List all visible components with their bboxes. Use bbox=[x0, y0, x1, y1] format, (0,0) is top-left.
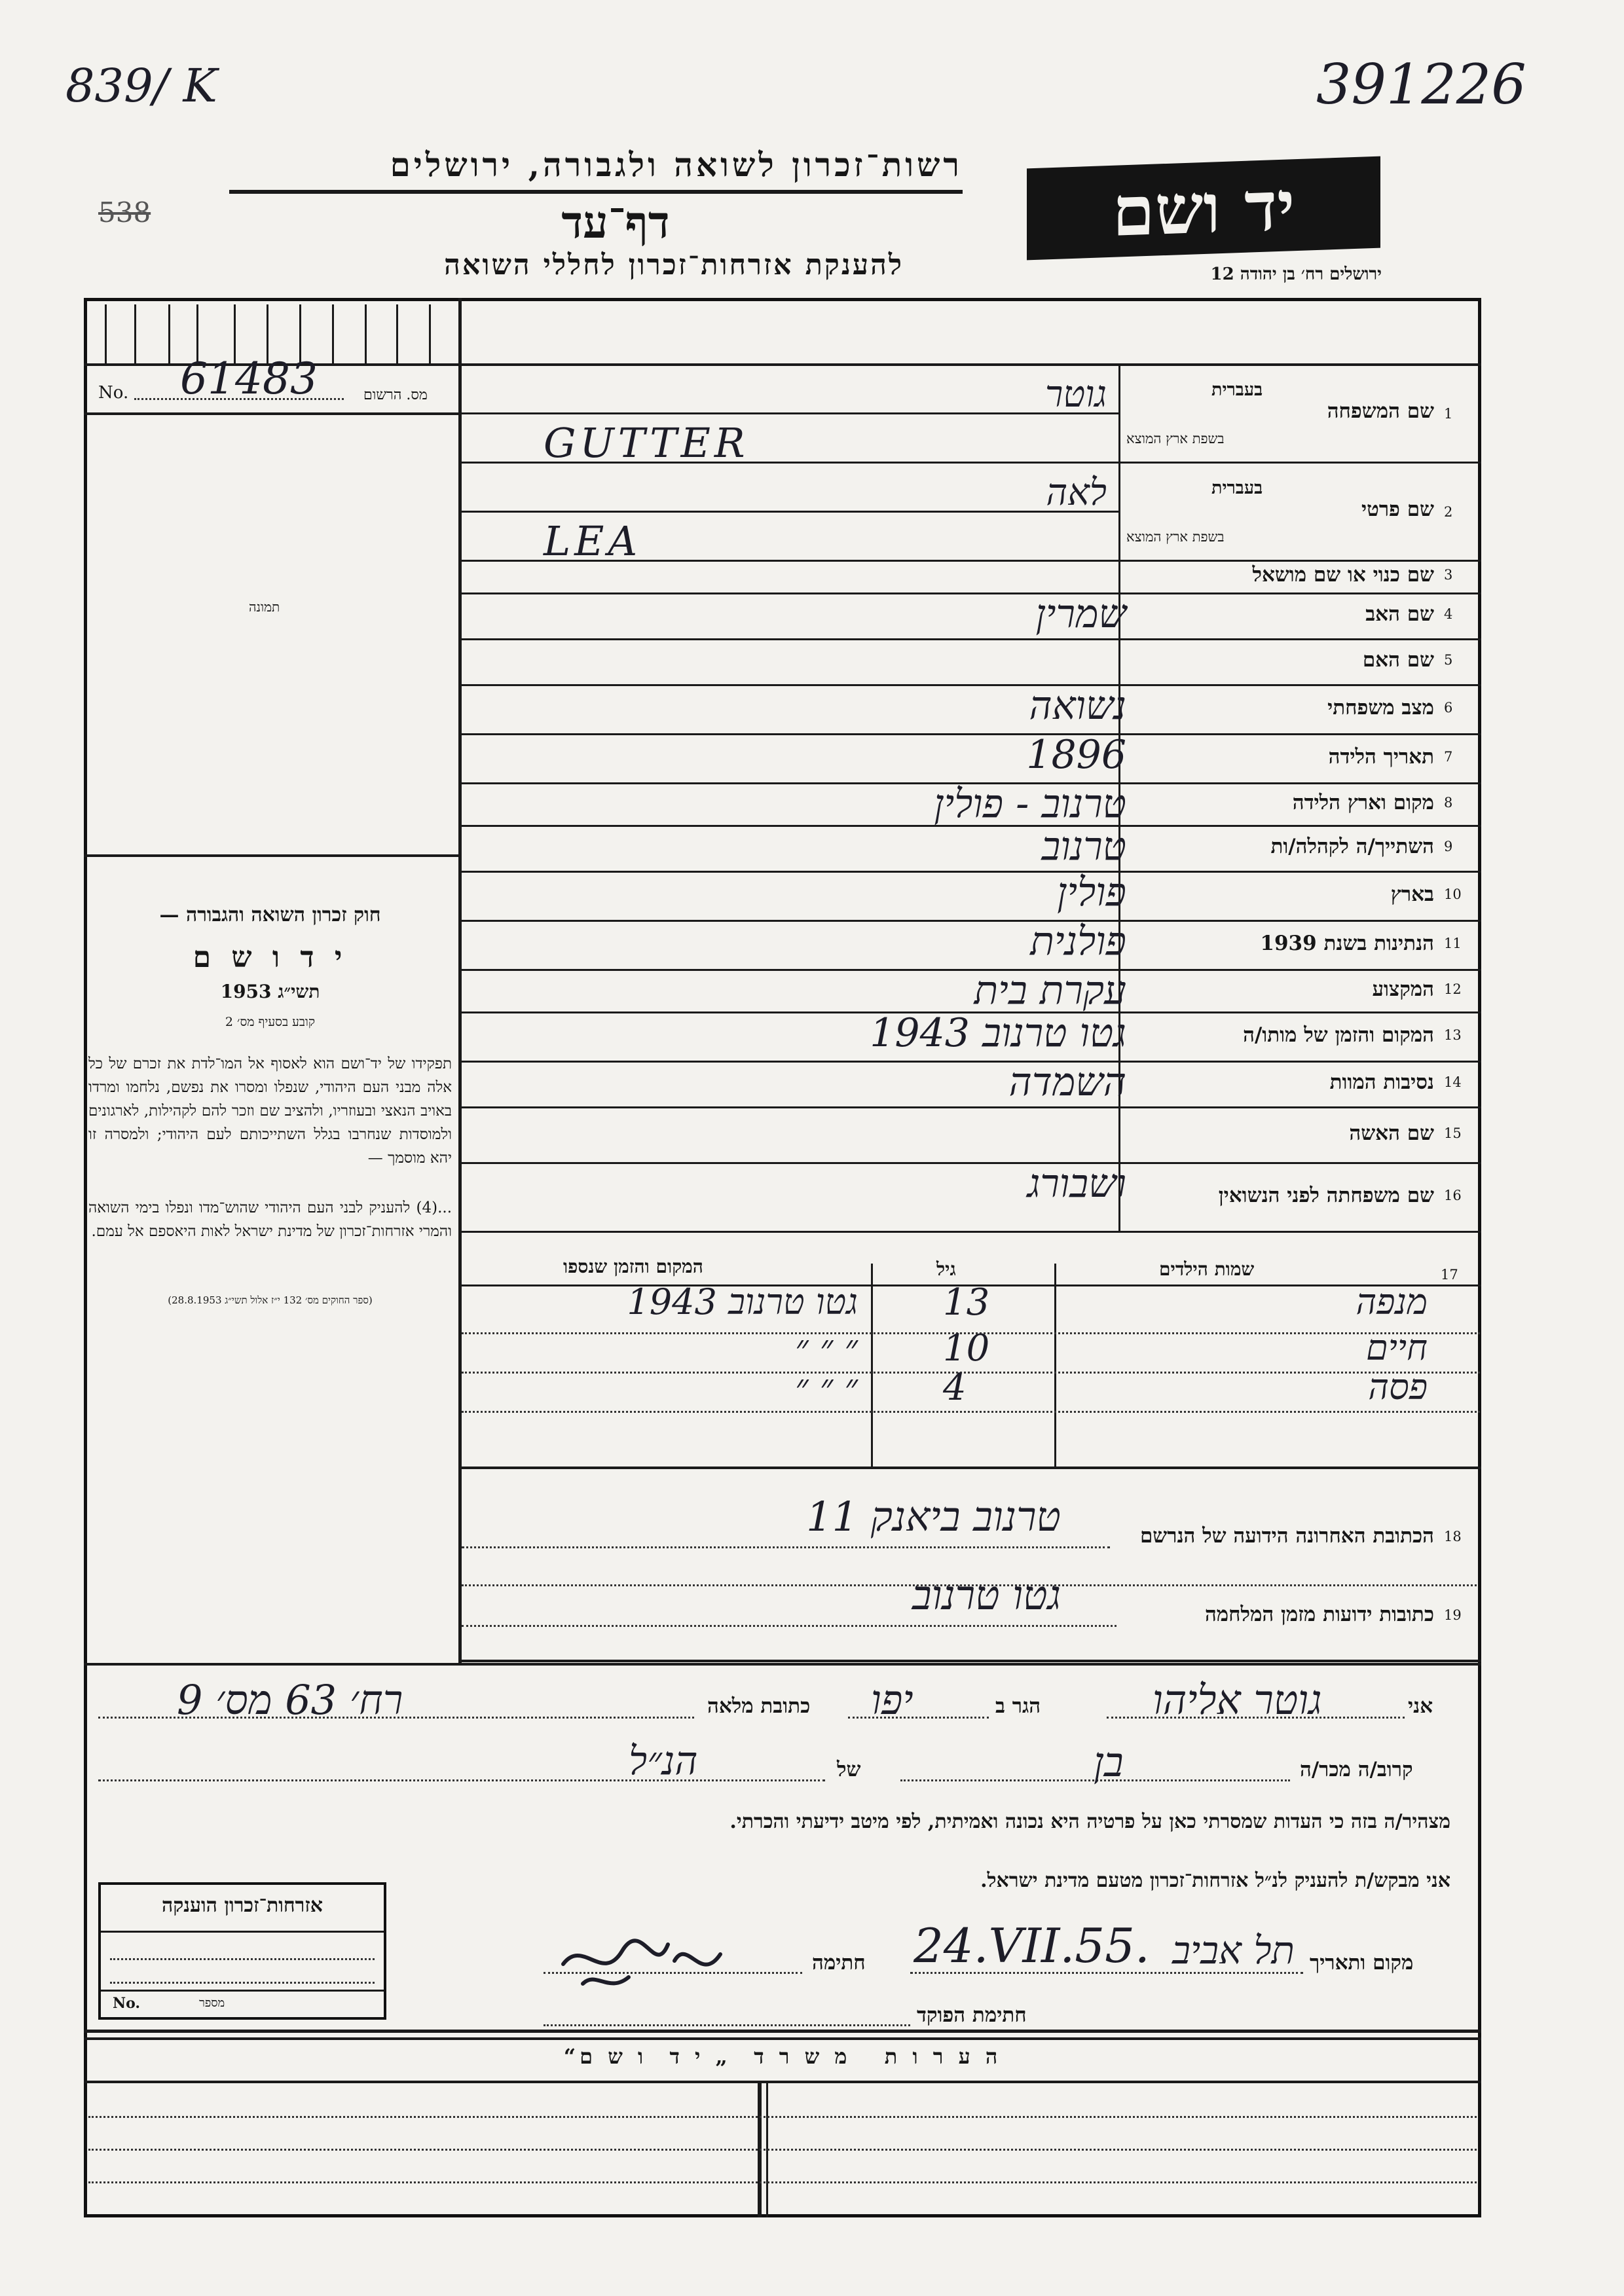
child-name: חיים bbox=[1366, 1327, 1428, 1368]
field-number: 10 bbox=[1444, 886, 1462, 902]
field-sub-origin: בשפת ארץ המוצא bbox=[1126, 431, 1225, 446]
grant-box-title-line bbox=[101, 1931, 384, 1933]
law-year: תשי״ג 1953 bbox=[220, 981, 320, 1002]
grant-box-title: אזרחות־זכרון הוענקה bbox=[161, 1894, 323, 1917]
children-col-names: שמות הילדים bbox=[1159, 1258, 1255, 1280]
field-row-line bbox=[458, 1106, 1481, 1108]
field-label: תאריך הלידה bbox=[1328, 745, 1434, 769]
address-label: הכתובת האחרונה הידועה של הנרשם bbox=[1139, 1524, 1434, 1548]
field-number: 6 bbox=[1444, 700, 1453, 716]
notes-top bbox=[84, 2030, 1481, 2033]
declarant-city-dots bbox=[848, 1717, 989, 1719]
registration-value: 61483 bbox=[180, 354, 318, 404]
address-bottom bbox=[458, 1660, 1481, 1662]
photo-area-label: תמונה bbox=[249, 599, 280, 615]
declarant-name: גוטר אליהו bbox=[1153, 1676, 1322, 1724]
record-number: 391226 bbox=[1316, 52, 1526, 117]
field-label: הנתינות בשנת 1939 bbox=[1260, 932, 1434, 955]
authority-underline bbox=[229, 190, 963, 194]
field-label: מצב משפחתי bbox=[1327, 696, 1434, 720]
declarant-relative-label: קרוב/ה מכר/ה bbox=[1300, 1758, 1413, 1781]
grant-box bbox=[98, 1882, 386, 2020]
field-number: 3 bbox=[1444, 567, 1453, 583]
tick-1 bbox=[105, 304, 107, 363]
notes-line-2 bbox=[88, 2149, 1477, 2151]
law-clause: קובע בסעיף מס׳ 2 bbox=[225, 1015, 316, 1029]
children-row-line bbox=[462, 1411, 1480, 1413]
field-value-origin: LEA bbox=[544, 517, 642, 565]
signature-label: חתימה bbox=[812, 1951, 866, 1975]
declaration-top bbox=[84, 1663, 1481, 1666]
yad-vashem-logo bbox=[1027, 156, 1380, 261]
form-title: דף־עד bbox=[561, 196, 670, 249]
field-label: נסיבות המוות bbox=[1329, 1070, 1434, 1094]
field-sub-hebrew: בעברית bbox=[1211, 380, 1263, 400]
child-age: 13 bbox=[943, 1281, 990, 1324]
field-number: 4 bbox=[1444, 606, 1453, 622]
declarant-of-dots bbox=[98, 1779, 825, 1781]
signature-mark bbox=[557, 1925, 747, 1997]
place-date-label: מקום ותאריך bbox=[1310, 1951, 1414, 1975]
field-value: טרנוב bbox=[1041, 824, 1126, 869]
address-number: 18 bbox=[1444, 1529, 1462, 1544]
address-value: טרנוב ביאנק 11 bbox=[806, 1493, 1061, 1540]
law-text-1: תפקידו של יד־ושם הוא לאסוף אל המו־לדת את זכרם של כל אלה מבני העם היהודי, שנפלו ומסרו את נפשם, נלחמו ומרדו באויב הנאצי ובעוזריו, ולהציב שם וזכר להם לקהילות, לארגונים ולמוסדות שנחרבו בגלל השתייכותם לעם היהודי; ולמסרה זו יהא מוסמך — bbox=[88, 1055, 452, 1167]
field-value-origin: GUTTER bbox=[544, 419, 749, 467]
field-value: פולנית bbox=[1030, 919, 1126, 964]
authority-name: רשות־זכרון לשואה ולגבורה, ירושלים bbox=[390, 145, 963, 184]
tick-11 bbox=[429, 304, 431, 363]
grant-box-dots-2 bbox=[110, 1982, 375, 1984]
field-sub-hebrew: בעברית bbox=[1211, 478, 1263, 498]
field-number: 1 bbox=[1444, 406, 1453, 422]
address-top bbox=[458, 1467, 1481, 1469]
field-number: 8 bbox=[1444, 795, 1453, 811]
signature-icon bbox=[557, 1925, 747, 1997]
field-label: המקום והזמן של מותו/ה bbox=[1243, 1023, 1434, 1047]
field-value: עקרת בית bbox=[974, 968, 1126, 1013]
law-name: י ד ו ש ם bbox=[193, 941, 348, 974]
field-label: שם משפחתה לפני הנשואין bbox=[1218, 1184, 1434, 1207]
field-label: שם האשה bbox=[1349, 1121, 1434, 1145]
law-title: חוק זכרון השואה והגבורה — bbox=[159, 903, 381, 926]
field-value: נשואה bbox=[1029, 683, 1126, 729]
field-value: 1896 bbox=[1026, 732, 1126, 778]
declarant-of-value: הנ״ל bbox=[629, 1738, 698, 1784]
tick-9 bbox=[365, 304, 367, 363]
field-number: 7 bbox=[1444, 749, 1453, 765]
field-row-line bbox=[458, 638, 1481, 640]
field-label: שם המשפחה bbox=[1327, 399, 1434, 423]
field-number: 12 bbox=[1444, 981, 1462, 997]
child-place: ״ ״ ״ bbox=[795, 1366, 858, 1408]
child-place: גטו טרנוב 1943 bbox=[627, 1281, 858, 1322]
field-value-hebrew: לאה bbox=[1046, 471, 1107, 514]
official-signature-dots bbox=[544, 2024, 910, 2026]
child-age: 10 bbox=[943, 1327, 990, 1370]
field-number: 13 bbox=[1444, 1027, 1462, 1043]
official-signature-label: חתימת הפוקד bbox=[917, 2003, 1027, 2027]
date-value: 24.VII.55. bbox=[913, 1918, 1150, 1973]
field-label: שם כנוי או שם מושאל bbox=[1252, 563, 1434, 587]
address-value: גטו טרנוב bbox=[912, 1571, 1061, 1619]
tick-2 bbox=[134, 304, 136, 363]
declaration-statement-1: מצהיר/ה בזה כי העדות שמסרתי כאן על פרטיה היא נכונה ואמיתית, לפי מיטב ידיעתי והכרתי. bbox=[729, 1810, 1450, 1833]
place-value: תל אביב bbox=[1172, 1928, 1295, 1973]
notes-top-2 bbox=[84, 2037, 1481, 2040]
tick-3 bbox=[168, 304, 170, 363]
field-value: גטו טרנוב 1943 bbox=[870, 1010, 1126, 1056]
children-row-number: 17 bbox=[1441, 1267, 1458, 1283]
child-name: מנפה bbox=[1356, 1281, 1428, 1322]
children-col-place: המקום והזמן שנספו bbox=[563, 1256, 703, 1277]
archive-number: 839/ K bbox=[65, 59, 217, 113]
children-col-age: גיל bbox=[936, 1258, 956, 1280]
field-value: טרנוב - פולין bbox=[934, 781, 1126, 827]
children-col-div-2 bbox=[1054, 1264, 1056, 1467]
declarant-relation: בן bbox=[1094, 1738, 1124, 1786]
field-value: השמדה bbox=[1008, 1059, 1126, 1105]
field-label: שם פרטי bbox=[1361, 498, 1434, 521]
field-value-hebrew: גוטר bbox=[1044, 373, 1107, 416]
tick-10 bbox=[396, 304, 398, 363]
grant-box-no-line bbox=[101, 1990, 384, 1992]
field-label: השתייך/ה לקהלה/ות bbox=[1270, 835, 1434, 858]
field-value: פולין bbox=[1057, 869, 1126, 915]
grant-box-dots-1 bbox=[110, 1958, 375, 1960]
field-label: המקצוע bbox=[1372, 977, 1434, 1001]
address-dots bbox=[462, 1625, 1116, 1627]
child-age: 4 bbox=[943, 1366, 967, 1409]
declarant-address-label: כתובת מלאה bbox=[707, 1694, 811, 1718]
children-top bbox=[458, 1231, 1481, 1233]
address-number: 19 bbox=[1444, 1607, 1462, 1623]
left-col-divider bbox=[458, 298, 462, 1663]
office-notes-title: ה ע ר ו ת מ ש ר ד „ י ד ו ש ם“ bbox=[563, 2044, 1002, 2069]
field-number: 11 bbox=[1444, 936, 1462, 951]
notes-line-3 bbox=[88, 2181, 1477, 2183]
field-value: ושבורג bbox=[1027, 1161, 1126, 1207]
law-source: (ספר החוקים מס׳ 132 י״ז אלול תשי״ג 28.8.1953) bbox=[168, 1294, 373, 1306]
declarant-lives-label: הגר ב bbox=[995, 1694, 1041, 1718]
field-number: 14 bbox=[1444, 1074, 1462, 1090]
grant-box-he-label: מספר bbox=[199, 1996, 225, 2010]
field-number: 15 bbox=[1444, 1125, 1462, 1141]
child-name: פסה bbox=[1368, 1366, 1428, 1408]
logo-text: יד ושם bbox=[1112, 164, 1295, 252]
field-label: בארץ bbox=[1390, 883, 1434, 906]
declarant-city: יפו bbox=[871, 1676, 913, 1724]
declarant-address: רח׳ 63 מס׳ 9 bbox=[177, 1676, 403, 1724]
field-label: שם האב bbox=[1365, 602, 1434, 626]
form-subtitle: להענקת אזרחות־זכרון לחללי השואה bbox=[444, 249, 904, 282]
law-column bbox=[88, 903, 452, 1307]
law-text-2: ...(4) להעניק לבני העם היהודי שהוש־מדו ונפלו בימי השואה והמרי אזרחות־זכרון של מדינת ישראל לאות היאספם אל עמם. bbox=[88, 1199, 452, 1240]
children-col-div-1 bbox=[871, 1264, 873, 1467]
address-label: כתובות ידועות מזמן המלחמה bbox=[1204, 1603, 1434, 1626]
declarant-ani: אני bbox=[1408, 1694, 1433, 1718]
address-dots bbox=[462, 1546, 1110, 1548]
registration-he-label: מס. הרשום bbox=[363, 387, 428, 403]
child-place: ״ ״ ״ bbox=[795, 1327, 858, 1368]
field-number: 16 bbox=[1444, 1188, 1462, 1203]
field-number: 9 bbox=[1444, 839, 1453, 854]
field-label: שם האם bbox=[1362, 648, 1434, 672]
field-sub-origin: בשפת ארץ המוצא bbox=[1126, 529, 1225, 545]
declarant-of-label: של bbox=[837, 1758, 861, 1781]
notes-line-1 bbox=[88, 2116, 1477, 2118]
field-label: מקום וארץ הלידה bbox=[1292, 791, 1434, 814]
reg-underline bbox=[84, 412, 462, 415]
address-line: ירושלים רח׳ בן יהודה 12 bbox=[1210, 264, 1382, 284]
field-value: שמרין bbox=[1035, 591, 1126, 637]
field-number: 2 bbox=[1444, 504, 1453, 520]
tick-8 bbox=[332, 304, 334, 363]
photo-bottom bbox=[84, 854, 462, 857]
field-number: 5 bbox=[1444, 652, 1453, 668]
crossed-number: 538 bbox=[98, 196, 151, 228]
registration-no-label: No. bbox=[98, 383, 129, 403]
grant-box-no-label: No. bbox=[113, 1995, 141, 2012]
declaration-statement-2: אני מבקש/ת להעניק לנ״ל אזרחות־זכרון מטעם מדינת ישראל. bbox=[980, 1869, 1450, 1892]
notes-header-bottom bbox=[84, 2081, 1481, 2083]
